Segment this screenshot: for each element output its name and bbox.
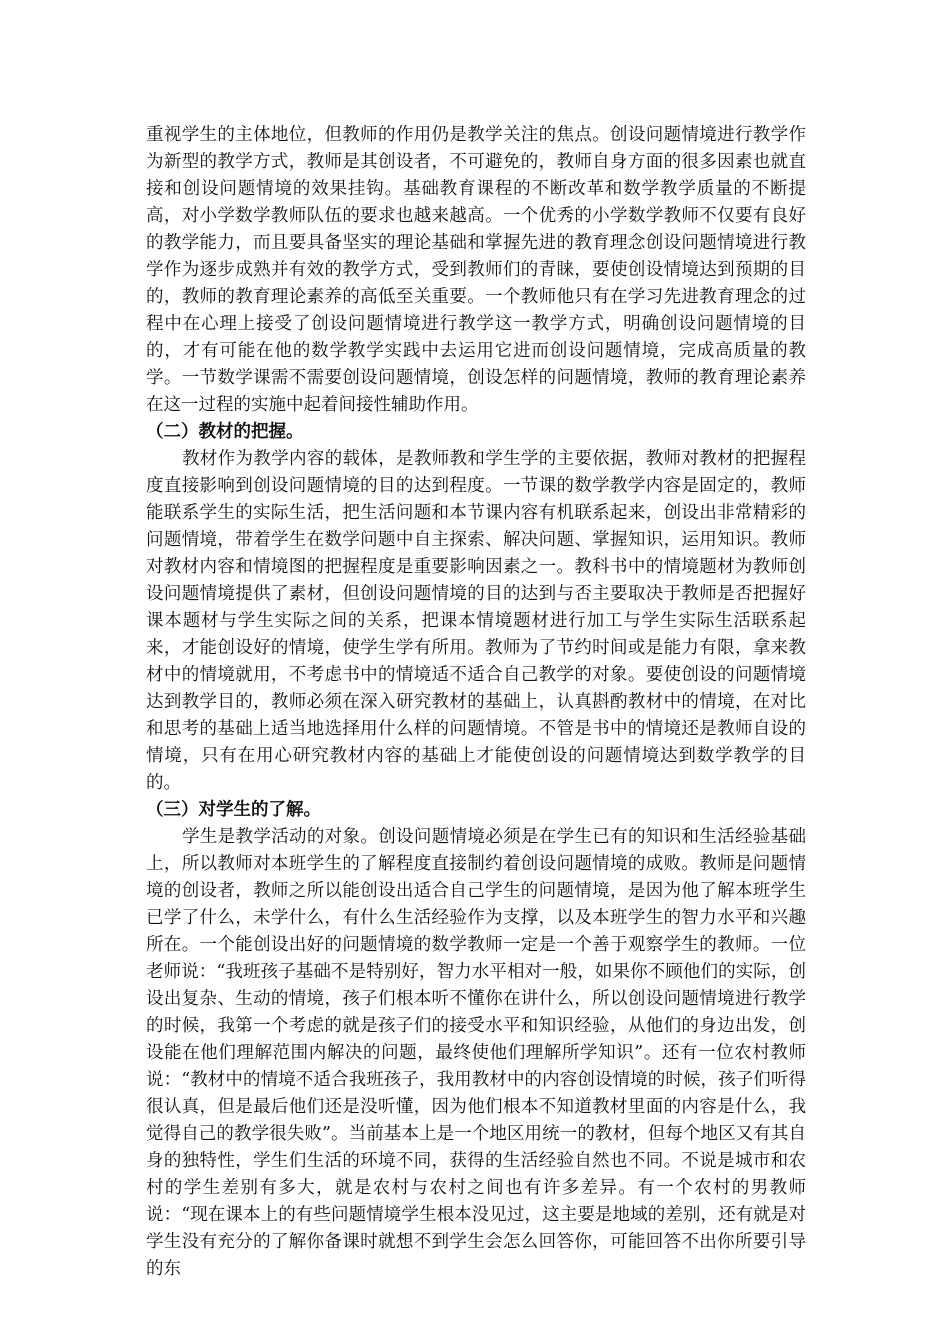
section-heading-textbook: （二）教材的把握。 [146, 422, 304, 442]
paragraph-students: 学生是教学活动的对象。创设问题情境必须是在学生已有的知识和生活经验基础上，所以教师对本班学生的了解程度直接制约着创设问题情境的成败。教师是问题情境的创设者，教师之所以能创设出适合自己学生的问题情境，是因为他了解本班学生已学了什么，未学什么，有什么生活经验作为支撑，以及本班学生的智力水平和兴趣所在。一个能创设出好的问题情境的数学教师一定是一个善于观察学生的教师。一位老师说：“我班孩子基础不是特别好，智力水平相对一般，如果你不顾他们的实际，创设出复杂、生动的情境，孩子们根本听不懂你在讲什么，所以创设问题情境进行教学的时候，我第一个考虑的就是孩子们的接受水平和知识经验，从他们的身边出发，创设能在他们理解范围内解决的问题，最终使他们理解所学知识”。还有一位农村教师说：“教材中的情境不适合我班孩子，我用教材中的内容创设情境的时候，孩子们听得很认真，但是最后他们还是没听懂，因为他们根本不知道教材里面的内容是什么，我觉得自己的教学很失败”。当前基本上是一个地区用统一的教材，但每个地区又有其自身的独特性，学生们生活的环境不同，获得的生活经验自然也不同。不说是城市和农村的学生差别有多大，就是农村与农村之间也有许多差异。有一个农村的男教师说：“现在课本上的有些问题情境学生根本没见过，这主要是地域的差别，还有就是对学生没有充分的了解你备课时就想不到学生会怎么回答你，可能回答不出你所要引导的东 [146, 827, 806, 1279]
paragraph-teacher-theory: 重视学生的主体地位，但教师的作用仍是教学关注的焦点。创设问题情境进行教学作为新型的教学方式，教师是其创设者，不可避免的，教师自身方面的很多因素也就直接和创设问题情境的效果挂钩。基础教育课程的不断改革和数学教学质量的不断提高，对小学数学教师队伍的要求也越来越高。一个优秀的小学数学教师不仅要有良好的教学能力，而且要具备坚实的理论基础和掌握先进的教育理念创设问题情境进行教学作为逐步成熟并有效的教学方式，受到教师们的青睐，要使创设情境达到预期的目的，教师的教育理论素养的高低至关重要。一个教师他只有在学习先进教育理念的过程中在心理上接受了创设问题情境进行教学这一教学方式，明确创设问题情境的目的，才有可能在他的数学教学实践中去运用它进而创设问题情境，完成高质量的教学。一节数学课需不需要创设问题情境，创设怎样的问题情境，教师的教育理论素养在这一过程的实施中起着间接性辅助作用。 [146, 125, 806, 415]
document-page [146, 122, 806, 1283]
section-heading-students: （三）对学生的了解。 [146, 800, 321, 820]
paragraph-textbook: 教材作为教学内容的载体，是教师教和学生学的主要依据，教师对教材的把握程度直接影响到创设问题情境的目的达到程度。一节课的数学教学内容是固定的，教师 能联系学生的实际生活，把生活问题和本节课内容有机联系起来，创设出非常精彩的问题情境，带着学生在数学问题中自主探索、解决问题、掌握知识，运用知识。教师对教材内容和情境图的把握程度是重要影响因素之一。教科书中的情境题材为教师创设问题情境提供了素材，但创设问题情境的目的达到与否主要取决于教师是否把握好课本题材与学生实际之间的关系，把课本情境题材进行加工与学生实际生活联系起来，才能创设好的情境，使学生学有所用。教师为了节约时间或是能力有限，拿来教材中的情境就用，不考虑书中的情境适不适合自己教学的对象。要使创设的问题情境达到教学目的，教师必须在深入研究教材的基础上，认真斟酌教材中的情境，在对比和思考的基础上适当地选择用什么样的问题情境。不管是书中的情境还是教师自设的情境，只有在用心研究教材内容的基础上才能使创设的问题情境达到数学教学的目的。 [146, 449, 806, 793]
